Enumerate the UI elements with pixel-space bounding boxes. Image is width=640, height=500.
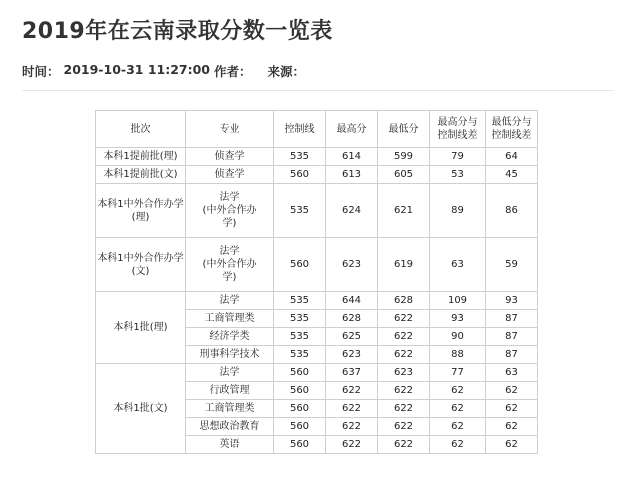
- max-diff-cell: 93: [430, 310, 486, 328]
- table-row: [96, 148, 538, 166]
- header-control-line: 控制线: [274, 111, 326, 148]
- min-diff-cell: 87: [486, 310, 538, 328]
- control-line-cell: 535: [274, 292, 326, 310]
- max-diff-cell: 77: [430, 364, 486, 382]
- major-cell: 工商管理类: [186, 310, 274, 328]
- major-cell: 法学: [186, 364, 274, 382]
- header-batch: 批次: [96, 111, 186, 148]
- min-score-cell: 622: [378, 310, 430, 328]
- control-line-cell: 560: [274, 418, 326, 436]
- header-max-score: 最高分: [326, 111, 378, 148]
- max-diff-cell: 88: [430, 346, 486, 364]
- max-score-cell: 644: [326, 292, 378, 310]
- min-diff-cell: 87: [486, 328, 538, 346]
- min-diff-cell: 59: [486, 238, 538, 292]
- table-row: [96, 292, 538, 310]
- min-score-cell: 622: [378, 346, 430, 364]
- min-score-cell: 622: [378, 400, 430, 418]
- article-meta: [22, 62, 305, 80]
- min-score-cell: 599: [378, 148, 430, 166]
- max-diff-cell: 53: [430, 166, 486, 184]
- major-cell: 经济学类: [186, 328, 274, 346]
- major-cell: 侦查学: [186, 148, 274, 166]
- max-diff-cell: 62: [430, 400, 486, 418]
- min-diff-cell: 45: [486, 166, 538, 184]
- time-value: 2019-10-31 11:27:00: [63, 62, 211, 77]
- time-label: 时间：: [22, 64, 60, 79]
- batch-cell: 本科1中外合作办学(理): [96, 184, 186, 238]
- min-score-cell: 622: [378, 382, 430, 400]
- header-max-diff: 最高分与 控制线差: [430, 111, 486, 148]
- max-score-cell: 625: [326, 328, 378, 346]
- max-diff-cell: 89: [430, 184, 486, 238]
- max-diff-cell: 62: [430, 436, 486, 454]
- control-line-cell: 560: [274, 238, 326, 292]
- min-diff-cell: 63: [486, 364, 538, 382]
- divider: [22, 90, 614, 91]
- control-line-cell: 535: [274, 310, 326, 328]
- min-diff-cell: 62: [486, 382, 538, 400]
- major-cell: 英语: [186, 436, 274, 454]
- min-score-cell: 622: [378, 418, 430, 436]
- table-row: [96, 364, 538, 382]
- min-score-cell: 621: [378, 184, 430, 238]
- table-header-row: [96, 111, 538, 148]
- min-score-cell: 605: [378, 166, 430, 184]
- min-score-cell: 619: [378, 238, 430, 292]
- major-cell: 法学 (中外合作办 学): [186, 238, 274, 292]
- max-score-cell: 622: [326, 436, 378, 454]
- max-score-cell: 628: [326, 310, 378, 328]
- max-score-cell: 613: [326, 166, 378, 184]
- max-diff-cell: 63: [430, 238, 486, 292]
- table-row: [96, 184, 538, 238]
- control-line-cell: 535: [274, 346, 326, 364]
- max-diff-cell: 62: [430, 382, 486, 400]
- max-score-cell: 622: [326, 400, 378, 418]
- control-line-cell: 560: [274, 400, 326, 418]
- table-row: [96, 238, 538, 292]
- score-table-wrapper: [95, 110, 538, 454]
- max-diff-cell: 109: [430, 292, 486, 310]
- batch-cell: 本科1批(理): [96, 292, 186, 364]
- header-major: 专业: [186, 111, 274, 148]
- max-score-cell: 623: [326, 238, 378, 292]
- author-label: 作者：: [214, 64, 252, 79]
- min-diff-cell: 62: [486, 418, 538, 436]
- max-score-cell: 614: [326, 148, 378, 166]
- control-line-cell: 560: [274, 166, 326, 184]
- min-diff-cell: 86: [486, 184, 538, 238]
- max-score-cell: 637: [326, 364, 378, 382]
- score-table: [95, 110, 538, 454]
- max-diff-cell: 90: [430, 328, 486, 346]
- major-cell: 法学 (中外合作办 学): [186, 184, 274, 238]
- major-cell: 法学: [186, 292, 274, 310]
- major-cell: 侦查学: [186, 166, 274, 184]
- source-label: 来源：: [267, 64, 306, 79]
- max-score-cell: 623: [326, 346, 378, 364]
- major-cell: 思想政治教育: [186, 418, 274, 436]
- min-diff-cell: 62: [486, 436, 538, 454]
- max-score-cell: 622: [326, 418, 378, 436]
- control-line-cell: 560: [274, 382, 326, 400]
- batch-cell: 本科1提前批(文): [96, 166, 186, 184]
- control-line-cell: 535: [274, 328, 326, 346]
- major-cell: 刑事科学技术: [186, 346, 274, 364]
- min-score-cell: 622: [378, 436, 430, 454]
- batch-cell: 本科1提前批(理): [96, 148, 186, 166]
- batch-cell: 本科1中外合作办学(文): [96, 238, 186, 292]
- min-diff-cell: 64: [486, 148, 538, 166]
- batch-cell: 本科1批(文): [96, 364, 186, 454]
- min-score-cell: 628: [378, 292, 430, 310]
- header-min-diff: 最低分与 控制线差: [486, 111, 538, 148]
- min-diff-cell: 62: [486, 400, 538, 418]
- control-line-cell: 560: [274, 436, 326, 454]
- control-line-cell: 535: [274, 184, 326, 238]
- max-diff-cell: 62: [430, 418, 486, 436]
- control-line-cell: 560: [274, 364, 326, 382]
- max-score-cell: 624: [326, 184, 378, 238]
- min-score-cell: 623: [378, 364, 430, 382]
- header-min-score: 最低分: [378, 111, 430, 148]
- max-diff-cell: 79: [430, 148, 486, 166]
- control-line-cell: 535: [274, 148, 326, 166]
- max-score-cell: 622: [326, 382, 378, 400]
- table-row: [96, 166, 538, 184]
- min-diff-cell: 87: [486, 346, 538, 364]
- min-score-cell: 622: [378, 328, 430, 346]
- page-title: 2019年在云南录取分数一览表: [22, 19, 333, 44]
- major-cell: 行政管理: [186, 382, 274, 400]
- major-cell: 工商管理类: [186, 400, 274, 418]
- min-diff-cell: 93: [486, 292, 538, 310]
